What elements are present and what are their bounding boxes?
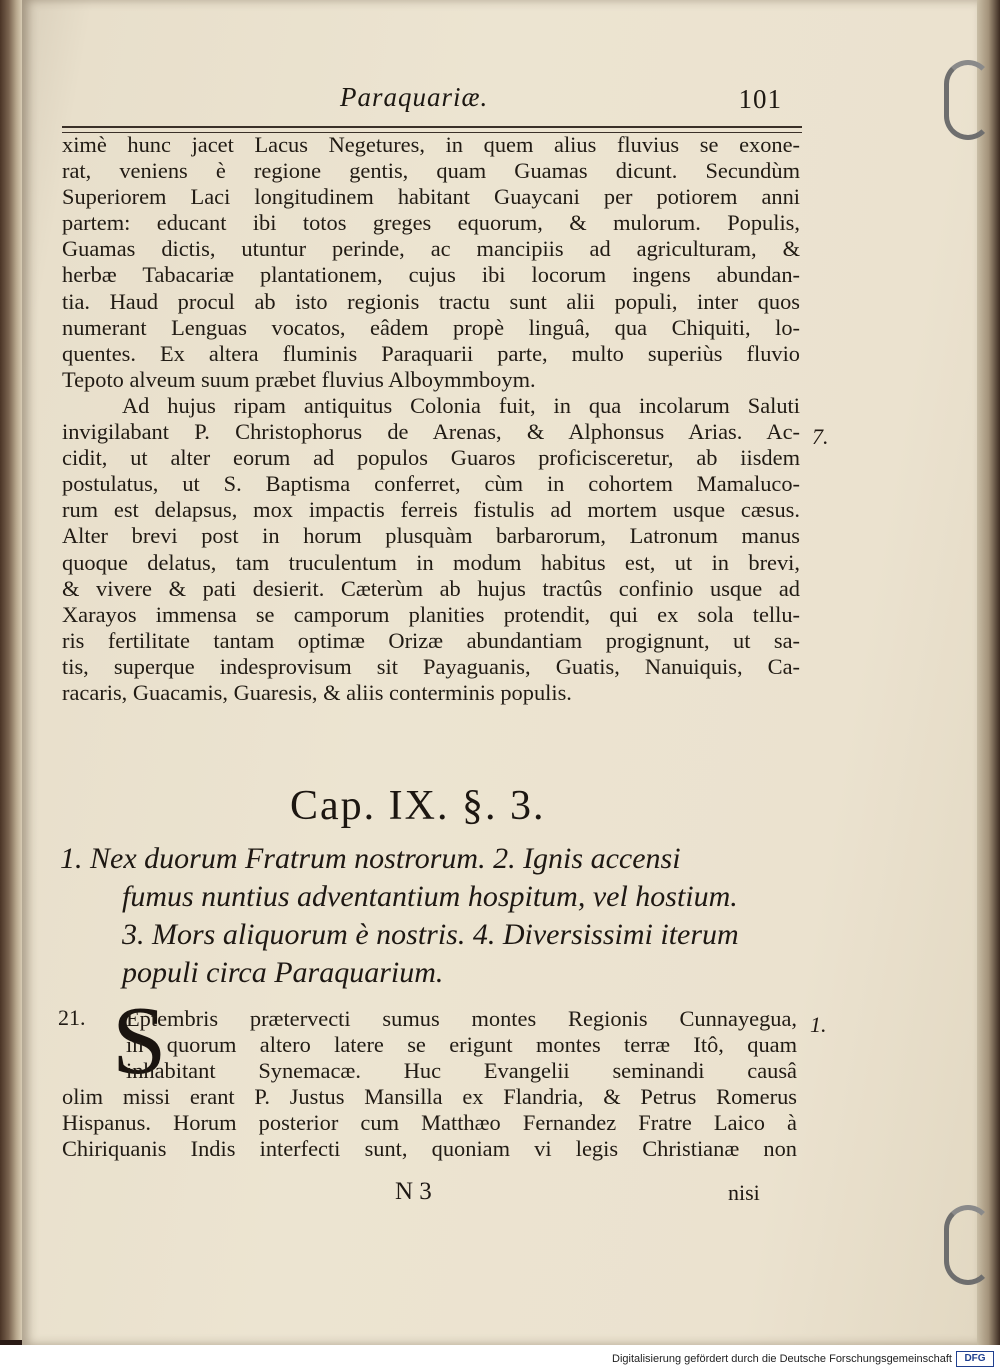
text-line: postulatus, ut S. Baptisma conferret, cùm in cohortem Mamaluco- [62, 471, 800, 497]
drop-cap: S [112, 987, 167, 1095]
body-text [62, 132, 800, 706]
text-line: Xarayos immensa se camporum planities protendit, qui ex sola tellu- [62, 601, 800, 627]
catchword: nisi [728, 1180, 760, 1205]
text-line: ximè hunc jacet Lacus Negetures, in quem alius fluvius se exone- [62, 132, 800, 157]
text-line: & vivere & pati desierit. Cæterùm ab hujus tractûs confinio usque ad [62, 575, 800, 601]
summary-line: populi circa Paraquarium. [122, 956, 444, 989]
text-line: olim missi erant P. Justus Mansilla ex Flandria, & Petrus Romerus [62, 1084, 797, 1110]
page-fore-edge [977, 0, 1000, 1345]
text-line: Superiorem Laci longitudinem habitant Guaycani per potiorem anni [62, 184, 800, 210]
text-line: Eptembris prætervecti sumus montes Regionis Cunnayegua, [126, 1006, 797, 1031]
signature-mark: N 3 [395, 1178, 432, 1205]
margin-note: 1. [810, 1012, 827, 1037]
text-line: tia. Haud procul ab isto regionis tractu sunt alii populi, inter quos [62, 288, 800, 314]
text-line: quentes. Ex altera fluminis Paraquarii parte, multo superiùs fluvio [62, 340, 800, 366]
page-number: 101 [738, 84, 782, 114]
dfg-logo-icon: DFG [956, 1351, 994, 1367]
text-line: partem: educant ibi totos greges equorum, & mulorum. Populis, [62, 210, 800, 236]
footer-credit: Digitalisierung gefördert durch die Deutsche Forschungsgemeinschaft [612, 1353, 952, 1365]
left-page-edge [0, 0, 22, 1340]
text-line: tis, superque indesprovisum sit Payaguanis, Guatis, Nanuiquis, Ca- [62, 653, 800, 679]
text-line: cidit, ut alter eorum ad populos Guaros proficisceretur, ab iisdem [62, 445, 800, 471]
page-header [60, 82, 800, 122]
text-line: Hispanus. Horum posterior cum Matthæo Fernandez Fratre Laico à [62, 1110, 797, 1136]
text-line: invigilabant P. Christophorus de Arenas, & Alphonsus Arias. Ac- [62, 419, 800, 445]
summary-line: fumus nuntius adventantium hospitum, vel hostium. [122, 880, 738, 913]
text-line: inhabitant Synemacæ. Huc Evangelii seminandi causâ [126, 1058, 797, 1084]
binding-ring-top [944, 60, 992, 140]
text-line: Chiriquanis Indis interfecti sunt, quoniam vi legis Christianæ non [62, 1136, 797, 1162]
body-text-lower [62, 1006, 797, 1163]
text-line: numerant Lenguas vocatos, eâdem propè linguâ, qua Chiquiti, lo- [62, 314, 800, 340]
text-line: quoque delatus, tam truculentum in modum habitus est, ut in brevi, [62, 549, 800, 575]
text-line: ris fertilitate tantam optimæ Orizæ abundantiam progignunt, ut sa- [62, 627, 800, 653]
text-line: Tepoto alveum suum præbet fluvius Alboymmboym. [62, 366, 536, 392]
running-title: Paraquariæ. [340, 82, 489, 112]
text-line: Guamas dictis, utuntur perinde, ac mancipiis ad agriculturam, & [62, 236, 800, 262]
binding-ring-bottom [944, 1205, 992, 1285]
text-line: Ad hujus ripam antiquitus Colonia fuit, in qua incolarum Saluti [122, 392, 800, 418]
chapter-heading: Cap. IX. §. 3. [290, 783, 546, 829]
text-line: in quorum altero latere se erigunt montes terræ Itô, quam [126, 1032, 797, 1058]
paragraph-number: 21. [58, 1005, 86, 1030]
margin-note: 7. [812, 424, 829, 449]
chapter-summary [60, 840, 800, 992]
summary-line: 3. Mors aliquorum è nostris. 4. Diversissimi iterum [122, 918, 739, 951]
text-line: Alter brevi post in horum plusquàm barbarorum, Latronum manus [62, 523, 800, 549]
summary-line: 1. Nex duorum Fratrum nostrorum. 2. Ignis accensi [60, 842, 681, 875]
text-line: rum est delapsus, mox impactis ferreis fistulis ad mortem usque cæsus. [62, 497, 800, 523]
text-line: rat, veniens è regione gentis, quam Guamas dicunt. Secundùm [62, 158, 800, 184]
scan-footer [0, 1345, 1000, 1371]
text-line: herbæ Tabacariæ plantationem, cujus ibi locorum ingens abundan- [62, 262, 800, 288]
text-line: racaris, Guacamis, Guaresis, & aliis conterminis populis. [62, 679, 572, 705]
